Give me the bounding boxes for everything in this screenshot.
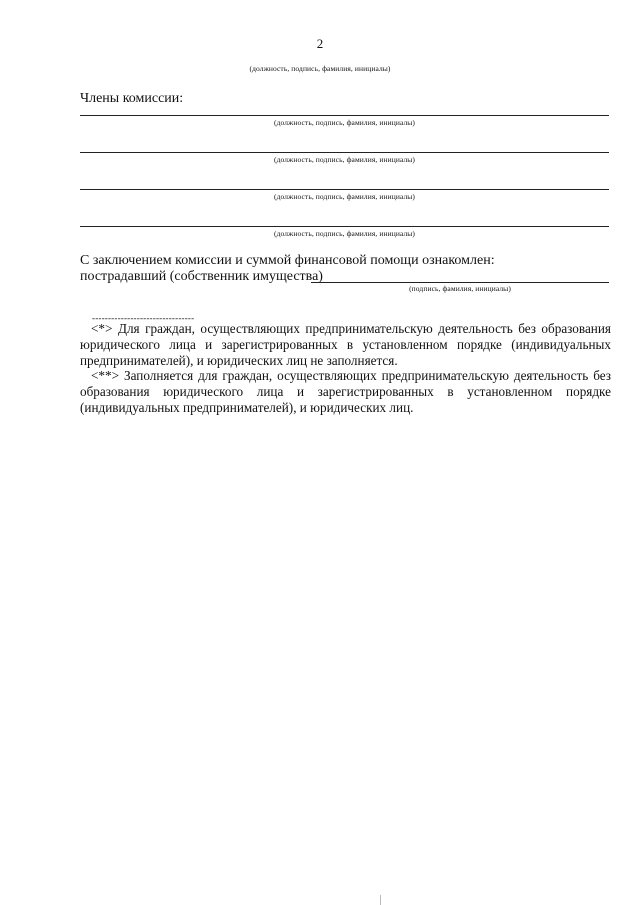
victim-label: пострадавший (собственник имущества)	[80, 269, 323, 284]
scan-artifact	[380, 895, 381, 905]
commission-members-label: Члены комиссии:	[80, 91, 184, 106]
victim-signature-line	[311, 282, 609, 283]
signature-caption-top: (должность, подпись, фамилия, инициалы)	[249, 64, 391, 73]
member-signature-caption-4: (должность, подпись, фамилия, инициалы)	[273, 229, 416, 238]
member-signature-line-3	[80, 189, 609, 190]
member-signature-caption-3: (должность, подпись, фамилия, инициалы)	[273, 192, 416, 201]
member-signature-line-4	[80, 226, 609, 227]
member-signature-line-2	[80, 152, 609, 153]
member-signature-caption-1: (должность, подпись, фамилия, инициалы)	[273, 118, 416, 127]
acknowledgment-statement: С заключением комиссии и суммой финансовой помощи ознакомлен:	[80, 253, 495, 268]
member-signature-caption-2: (должность, подпись, фамилия, инициалы)	[273, 155, 416, 164]
footnote-2: <**> Заполняется для граждан, осуществляющих предпринимательскую деятельность без образования юридического лица и зарегистрированных в установленном порядке (индивидуальных предпринимателей), и юридических лиц.	[80, 368, 611, 415]
page-number: 2	[316, 36, 324, 51]
member-signature-line-1	[80, 115, 609, 116]
victim-signature-caption: (подпись, фамилия, инициалы)	[409, 284, 511, 293]
footnote-separator: --------------------------------	[92, 313, 195, 323]
footnote-1: <*> Для граждан, осуществляющих предпринимательскую деятельность без образования юридического лица и зарегистрированных в установленном порядке (индивидуальных предпринимателей), и юридических лиц не заполняется.	[80, 321, 611, 368]
